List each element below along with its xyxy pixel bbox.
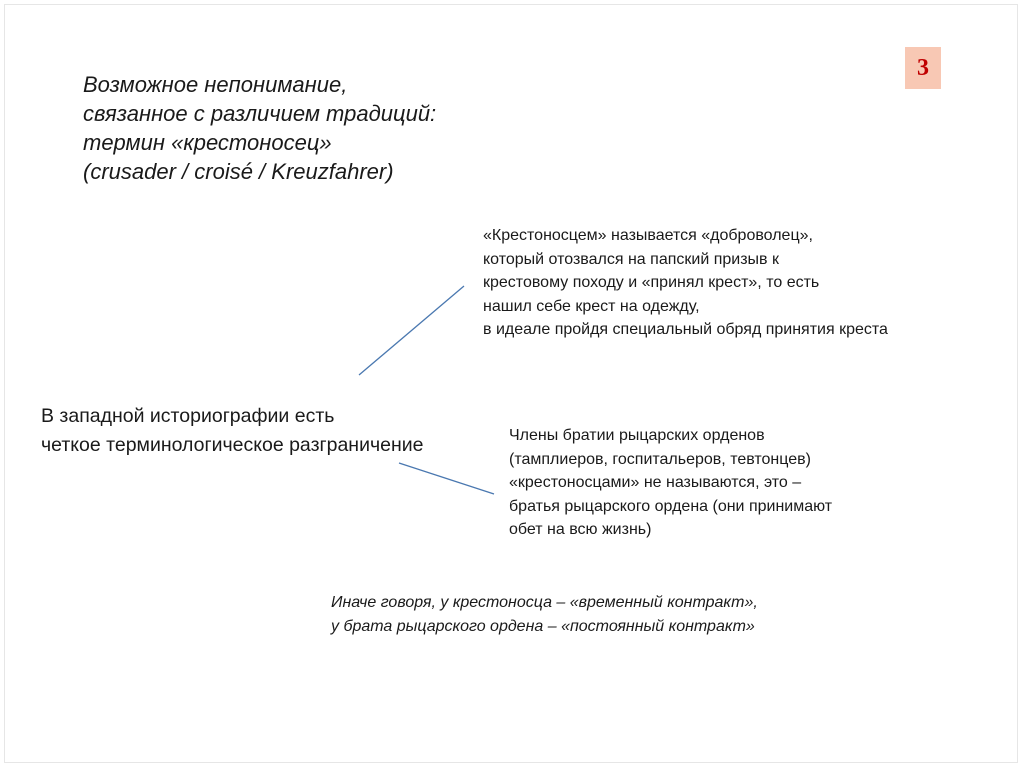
members-line: Члены братии рыцарских орденов (509, 427, 765, 444)
definition-line: «Крестоносцем» называется «доброволец», (483, 227, 813, 244)
members-line: «крестоносцами» не называются, это – (509, 474, 802, 491)
definition-line: нашил себе крест на одежду, (483, 297, 700, 315)
members-line: братья рыцарского ордена (они принимают (509, 497, 833, 515)
connector-line-upper (359, 286, 464, 375)
page-number: 3 (917, 54, 929, 81)
title-line: термин «крестоносец» (83, 130, 332, 155)
members-line: (тамплиеров, госпитальеров, тевтонцев) (509, 450, 811, 468)
statement-line: В западной историографии есть (41, 405, 335, 427)
statement-line: четкое терминологическое разграничение (41, 434, 424, 456)
title-line: Возможное непонимание, (83, 72, 348, 97)
definition-line: который отозвался на папский призыв к (483, 250, 779, 268)
summary-line: у брата рыцарского ордена – «постоянный контракт» (331, 618, 755, 635)
title-line: (crusader / croisé / Kreuzfahrer) (83, 159, 394, 184)
members-line: обет на всю жизнь) (509, 521, 652, 538)
title-line: связанное с различием традиций: (83, 101, 437, 126)
definition-line: в идеале пройдя специальный обряд принятия креста (483, 321, 888, 338)
summary-line: Иначе говоря, у крестоносца – «временный контракт», (331, 594, 758, 611)
connector-line-lower (399, 463, 494, 494)
definition-line: крестовому походу и «принял крест», то есть (483, 274, 820, 291)
